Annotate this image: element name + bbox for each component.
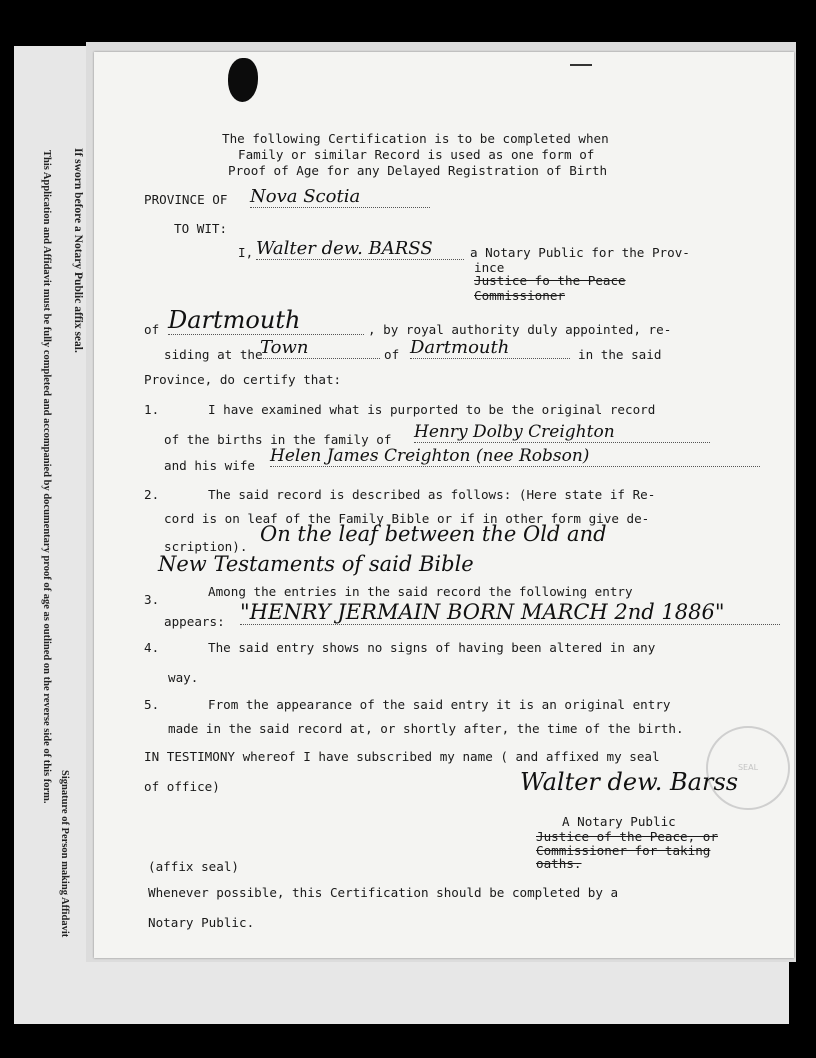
item-3-line-1: Among the entries in the said record the following entry [208,584,633,599]
header-line-3: Proof of Age for any Delayed Registration of Birth [228,163,608,178]
residing-suffix: in the said [578,347,662,362]
item-1-number: 1. [144,402,160,417]
item-1-family-prefix: of the births in the family of [164,432,392,447]
item-2-line-3: scription). [164,539,248,554]
item-1-line-1: I have examined what is purported to be the original record [208,402,656,417]
item-3-appears: appears: [164,614,225,629]
item-5-line-1: From the appearance of the said entry it is an original entry [208,697,671,712]
province-value: Nova Scotia [250,186,430,208]
birth-entry: "HENRY JERMAIN BORN MARCH 2nd 1886" [240,600,780,625]
residing-of: of [384,347,400,362]
side-note-instructions: This Application and Affidavit must be fully completed and accompanied by documentary proof of age as outlined on the reverse side of this form. [41,150,52,804]
item-1-wife-prefix: and his wife [164,458,255,473]
corner-mark [570,64,592,66]
residing-prefix: siding at the [164,347,263,362]
certification-sheet [94,52,794,958]
of-place-suffix: , by royal authority duly appointed, re- [368,322,672,337]
side-note-seal: If sworn before a Notary Public affix seal. [72,148,84,353]
province-certify: Province, do certify that: [144,372,342,387]
testimony-line-2: of office) [144,779,220,794]
notary-signature: Walter dew. Barss [520,768,739,796]
struck-justice-of-peace: Justice fo the Peace [474,273,626,288]
certifier-prefix: I, [238,245,254,260]
to-wit: TO WIT: [174,221,228,236]
notary-seal: SEAL [706,726,790,810]
record-description-1: On the leaf between the Old and [260,522,607,546]
record-description-2: New Testaments of said Bible [158,552,474,576]
testimony-line-1: IN TESTIMONY whereof I have subscribed my name ( and affixed my seal [144,749,660,764]
certifier-name: Walter dew. BARSS [256,238,464,260]
item-4-number: 4. [144,640,160,655]
certifier-role: a Notary Public for the Prov- [470,245,690,260]
officer-struck-commissioner: Commissioner for taking [536,843,711,858]
footer-line-2: Notary Public. [148,915,255,930]
mother-name: Helen James Creighton (nee Robson) [270,446,760,467]
item-3-number: 3. [144,592,160,607]
item-4-line-2: way. [168,670,199,685]
residing-place: Dartmouth [410,337,570,359]
of-prefix: of [144,322,160,337]
item-2-line-1: The said record is described as follows: (Here state if Re- [208,487,656,502]
residing-town: Town [260,337,380,359]
certifier-role-cont: ince [474,260,505,275]
header-line-2: Family or similar Record is used as one form of [238,147,595,162]
item-5-line-2: made in the said record at, or shortly after, the time of the birth. [168,721,684,736]
province-label: PROVINCE OF [144,192,228,207]
affix-seal-label: (affix seal) [148,859,239,874]
header-line-1: The following Certification is to be completed when [222,131,609,146]
officer-struck-justice: Justice of the Peace, or [536,829,718,844]
item-2-number: 2. [144,487,160,502]
item-4-line-1: The said entry shows no signs of having been altered in any [208,640,656,655]
officer-struck-oaths: oaths. [536,856,582,871]
of-place-value: Dartmouth [168,306,364,335]
father-name: Henry Dolby Creighton [414,422,710,443]
side-note-signature: Signature of Person making Affidavit [59,770,70,938]
footer-line-1: Whenever possible, this Certification should be completed by a [148,885,619,900]
item-2-line-2: cord is on leaf of the Family Bible or if in other form give de- [164,511,650,526]
item-5-number: 5. [144,697,160,712]
struck-commissioner: Commissioner [474,288,565,303]
officer-notary: A Notary Public [562,814,676,829]
